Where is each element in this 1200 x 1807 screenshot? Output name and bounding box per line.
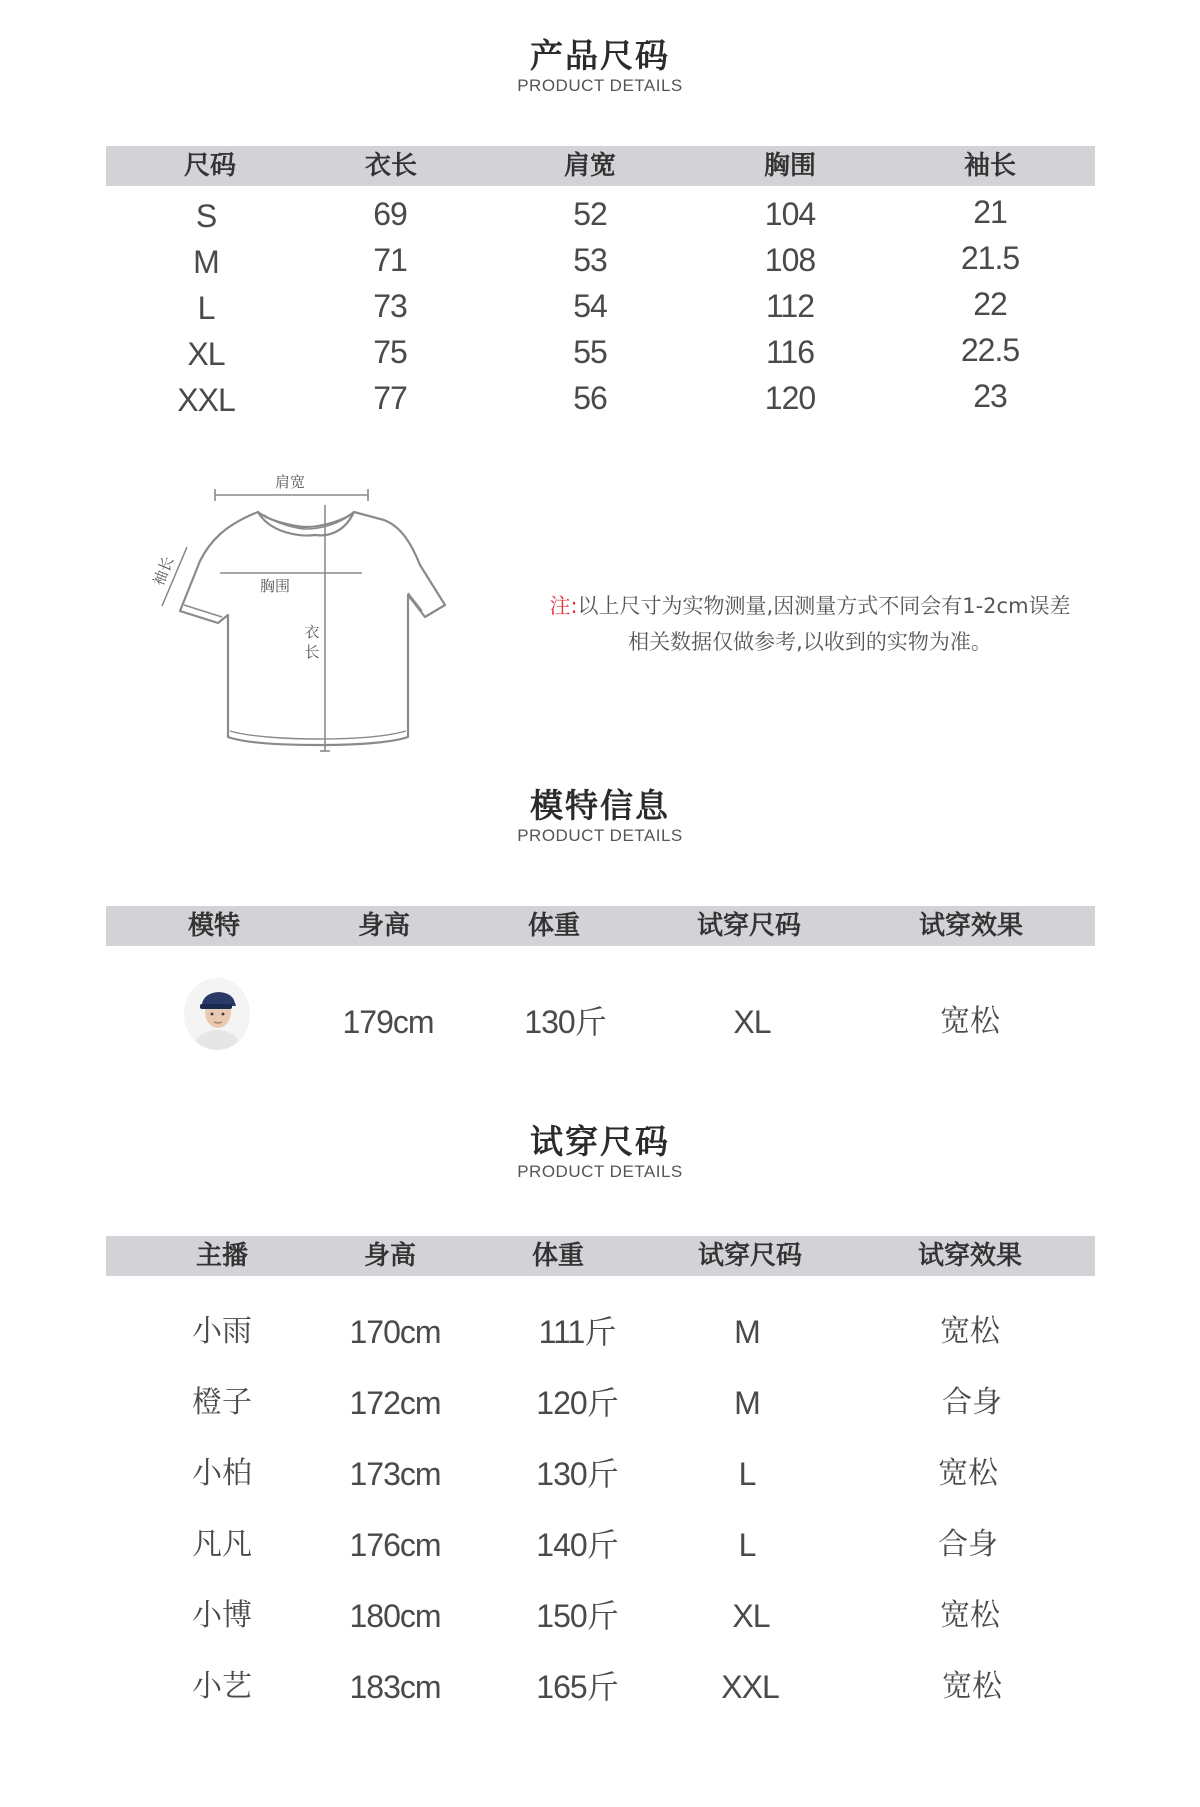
host-cell: 小雨 [192, 1314, 252, 1349]
length-cell: 77 [373, 380, 407, 416]
sleeve-cell: 23 [973, 378, 1007, 414]
trial-section-heading [0, 1122, 1200, 1182]
weight-cell: 140斤 [536, 1527, 618, 1563]
model-header-size: 试穿尺码 [696, 911, 802, 941]
size-cell: M [193, 244, 219, 280]
size-cell: XXL [177, 382, 235, 418]
height-cell: 176cm [349, 1527, 441, 1563]
model-size-cell: XL [733, 1004, 771, 1040]
effect-cell: 宽松 [942, 1669, 1002, 1704]
chest-cell: 104 [764, 196, 816, 232]
height-cell: 183cm [349, 1669, 441, 1705]
chest-cell: 116 [765, 334, 815, 370]
host-cell: 小柏 [192, 1456, 252, 1491]
size-cell: M [734, 1385, 760, 1421]
trial-header-weight: 体重 [531, 1241, 585, 1271]
height-cell: 170cm [349, 1314, 441, 1350]
note-line-1 [530, 588, 1090, 624]
sleeve-cell: 21.5 [960, 240, 1020, 276]
size-section-heading [0, 36, 1200, 96]
length-cell: 73 [373, 288, 407, 324]
host-cell: 橙子 [192, 1385, 252, 1420]
model-header-height: 身高 [357, 911, 411, 941]
diagram-length-label-1: 衣 [304, 623, 320, 641]
diagram-sleeve-label: 袖长 [149, 553, 178, 589]
trial-section-title: 试穿尺码 [530, 1122, 670, 1161]
trial-header-host: 主播 [195, 1241, 249, 1271]
weight-cell: 111斤 [538, 1314, 616, 1350]
diagram-length-label-2: 长 [304, 643, 320, 661]
weight-cell: 150斤 [536, 1598, 618, 1634]
size-cell: S [195, 198, 217, 234]
length-cell: 71 [373, 242, 407, 278]
size-cell: L [738, 1527, 756, 1563]
size-cell: L [738, 1456, 756, 1492]
size-header-length: 衣长 [364, 151, 418, 181]
shoulder-cell: 52 [573, 196, 607, 232]
effect-cell: 宽松 [940, 1598, 1000, 1633]
note-line-2: 相关数据仅做参考,以收到的实物为准。 [628, 630, 992, 654]
tshirt-measurement-diagram [140, 465, 480, 810]
model-section-title: 模特信息 [530, 786, 670, 825]
effect-cell: 合身 [942, 1385, 1002, 1420]
model-header-effect: 试穿效果 [918, 911, 1024, 941]
size-header-size: 尺码 [183, 151, 237, 181]
effect-cell: 宽松 [938, 1456, 998, 1491]
host-cell: 小博 [192, 1598, 252, 1633]
trial-header-effect: 试穿效果 [917, 1241, 1023, 1271]
model-weight-cell: 130斤 [524, 1004, 606, 1040]
diagram-shoulder-label: 肩宽 [274, 473, 306, 491]
diagram-chest-label: 胸围 [259, 577, 291, 595]
model-header-model: 模特 [187, 911, 241, 941]
host-cell: 小艺 [192, 1669, 252, 1704]
sleeve-cell: 22 [973, 286, 1007, 322]
sleeve-cell: 22.5 [960, 332, 1020, 368]
shoulder-cell: 53 [573, 242, 607, 278]
height-cell: 180cm [349, 1598, 441, 1634]
model-effect-cell: 宽松 [940, 1004, 1000, 1039]
model-section-subtitle: PRODUCT DETAILS [517, 826, 683, 845]
weight-cell: 130斤 [536, 1456, 618, 1492]
weight-cell: 120斤 [536, 1385, 618, 1421]
size-header-shoulder: 肩宽 [563, 151, 617, 181]
size-cell: XL [732, 1598, 770, 1634]
host-cell: 凡凡 [192, 1527, 252, 1562]
size-section-subtitle: PRODUCT DETAILS [517, 76, 683, 95]
model-table-header [106, 906, 1095, 946]
trial-section-subtitle: PRODUCT DETAILS [517, 1162, 683, 1181]
trial-header-height: 身高 [363, 1241, 417, 1271]
shoulder-cell: 56 [573, 380, 607, 416]
sleeve-cell: 21 [973, 194, 1007, 230]
model-avatar-icon [184, 978, 250, 1050]
avatar [184, 978, 250, 1050]
model-height-cell: 179cm [342, 1004, 434, 1040]
chest-cell: 108 [764, 242, 816, 278]
length-cell: 75 [373, 334, 407, 370]
note-prefix: 注: [549, 594, 578, 618]
weight-cell: 165斤 [536, 1669, 618, 1705]
measurement-note [530, 588, 1090, 660]
height-cell: 173cm [349, 1456, 441, 1492]
shoulder-cell: 54 [573, 288, 607, 324]
height-cell: 172cm [349, 1385, 441, 1421]
chest-cell: 120 [764, 380, 816, 416]
chest-cell: 112 [765, 288, 815, 324]
size-header-chest: 胸围 [763, 151, 817, 181]
note-line-1-text: 以上尺寸为实物测量,因测量方式不同会有1-2cm误差 [577, 594, 1071, 618]
length-cell: 69 [373, 196, 407, 232]
size-table-header [106, 146, 1095, 186]
size-cell: L [197, 290, 215, 326]
size-cell: XL [187, 336, 225, 372]
size-header-sleeve: 袖长 [963, 151, 1017, 181]
model-header-weight: 体重 [527, 911, 581, 941]
size-cell: M [734, 1314, 760, 1350]
shoulder-cell: 55 [573, 334, 607, 370]
trial-table-header [106, 1236, 1095, 1276]
effect-cell: 合身 [938, 1527, 998, 1562]
model-section-heading [0, 786, 1200, 846]
trial-header-size: 试穿尺码 [697, 1241, 803, 1271]
effect-cell: 宽松 [940, 1314, 1000, 1349]
size-section-title: 产品尺码 [530, 36, 670, 75]
size-cell: XXL [721, 1669, 779, 1705]
measurement-lines [162, 489, 368, 751]
